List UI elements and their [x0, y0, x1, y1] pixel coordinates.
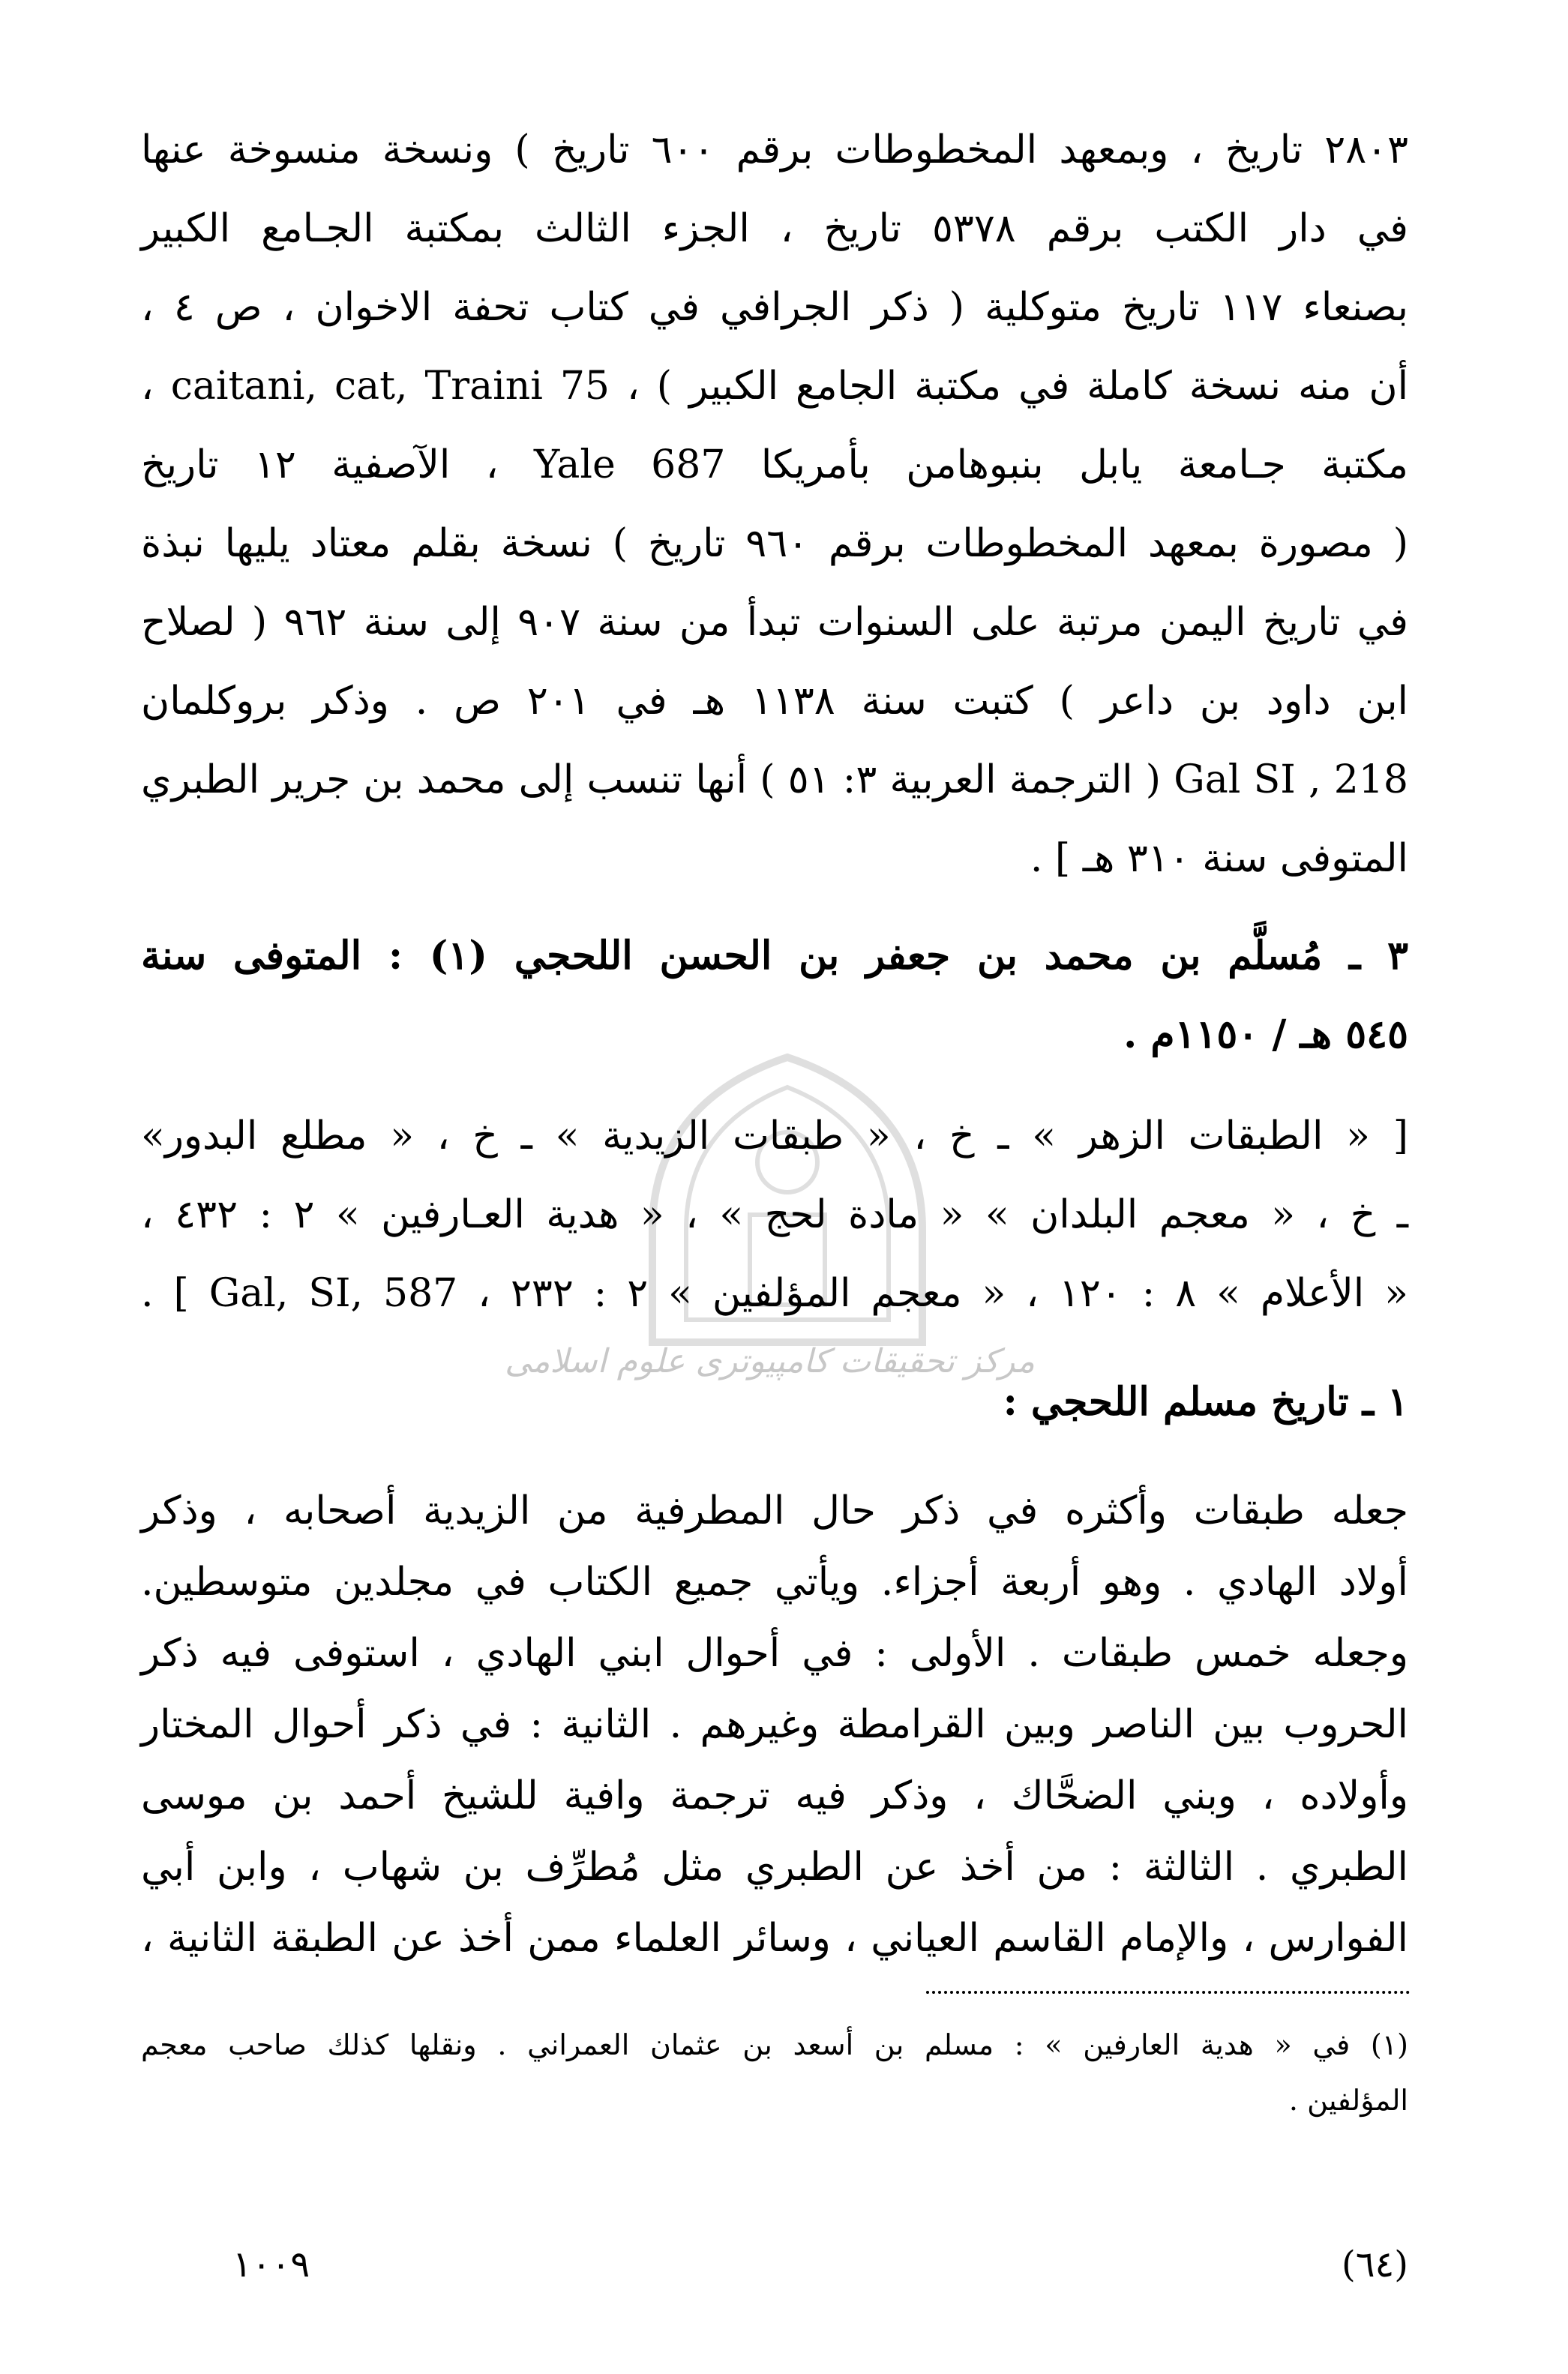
body-line: ( مصورة بمعهد المخطوطات برقم ٩٦٠ تاريخ ) نسخة بقلم معتاد يليها نبذة [141, 521, 1408, 566]
entry-heading-line: ٣ ـ مُسلَّم بن محمد بن جعفر بن الحسن اللحجي (١) : المتوفى سنة [141, 933, 1409, 979]
footnote-line: (١) في « هدية العارفين » : مسلم بن أسعد بن عثمان العمراني . ونقلها كذلك صاحب معجم [141, 2028, 1408, 2061]
paragraph-line: جعله طبقات وأكثره في ذكر حال المطرفية من الزيدية أصحابه ، وذكر [141, 1488, 1408, 1533]
watermark-text: مرکز تحقیقات کامپیوتری علوم اسلامی [505, 1342, 1035, 1380]
paragraph-line: أولاد الهادي . وهو أربعة أجزاء. ويأتي جميع الكتاب في مجلدين متوسطين. [141, 1560, 1408, 1605]
page-number-local: (٦٤) [1341, 2244, 1408, 2286]
references-line: [ « الطبقات الزهر » ـ خ ، « طبقات الزيدية » ـ خ ، « مطلع البدور» [141, 1114, 1408, 1159]
body-line: ابن داود بن داعر ) كتبت سنة ١١٣٨ هـ في ٢٠١ ص . وذكر بروكلمان [141, 679, 1408, 724]
body-line: أن منه نسخة كاملة في مكتبة الجامع الكبير ) ، caitani, cat, Traini 75 ، [141, 364, 1409, 409]
body-line: في تاريخ اليمن مرتبة على السنوات تبدأ من سنة ٩٠٧ إلى سنة ٩٦٢ ( لصلاح [141, 600, 1408, 645]
body-line: ٢٨٠٣ تاريخ ، وبمعهد المخطوطات برقم ٦٠٠ تاريخ ) ونسخة منسوخة عنها [141, 127, 1408, 172]
footnote-line: المؤلفين . [1288, 2084, 1408, 2117]
paragraph-line: الطبري . الثالثة : من أخذ عن الطبري مثل مُطرِّف بن شهاب ، وابن أبي [141, 1845, 1408, 1890]
body-line: في دار الكتب برقم ٥٣٧٨ تاريخ ، الجزء الثالث بمكتبة الجـامع الكبير [141, 206, 1408, 251]
references-line: « الأعلام » ٨ : ١٢٠ ، « معجم المؤلفين » ٢ : ٢٣٢ ، Gal, SI, 587 ] . [141, 1271, 1408, 1316]
body-line: المتوفى سنة ٣١٠ هـ ] . [1030, 836, 1408, 881]
entry-heading-line: ٥٤٥ هـ / ١١٥٠م . [1123, 1012, 1408, 1057]
references-line: ـ خ ، « معجم البلدان » « مادة لحج » ، « هدية العـارفين » ٢ : ٤٣٢ ، [141, 1192, 1409, 1237]
body-line: بصنعاء ١١٧ تاريخ متوكلية ( ذكر الجرافي في كتاب تحفة الاخوان ، ص ٤ ، [141, 285, 1409, 330]
body-line: مكتبة جـامعة يابل بنبوهامن بأمريكا Yale 687 ، الآصفية ١٢ تاريخ [141, 442, 1409, 487]
paragraph-line: الحروب بين الناصر وبين القرامطة وغيرهم . الثانية : في ذكر أحوال المختار [141, 1702, 1408, 1747]
body-line: Gal SI , 218 ( الترجمة العربية ٣: ٥١ ) أنها تنسب إلى محمد بن جرير الطبري [141, 757, 1408, 802]
paragraph-line: وجعله خمس طبقات . الأولى : في أحوال ابني الهادي ، استوفى فيه ذكر [141, 1631, 1408, 1676]
section-subheading: ١ ـ تاريخ مسلم اللحجي : [1003, 1379, 1408, 1425]
page-number-global: ١٠٠٩ [232, 2244, 310, 2286]
paragraph-line: وأولاده ، وبني الضحَّاك ، وذكر فيه ترجمة وافية للشيخ أحمد بن موسى [141, 1773, 1408, 1818]
paragraph-line: الفوارس ، والإمام القاسم العياني ، وسائر العلماء ممن أخذ عن الطبقة الثانية ، [141, 1916, 1408, 1961]
footnote-divider [926, 1991, 1410, 1994]
